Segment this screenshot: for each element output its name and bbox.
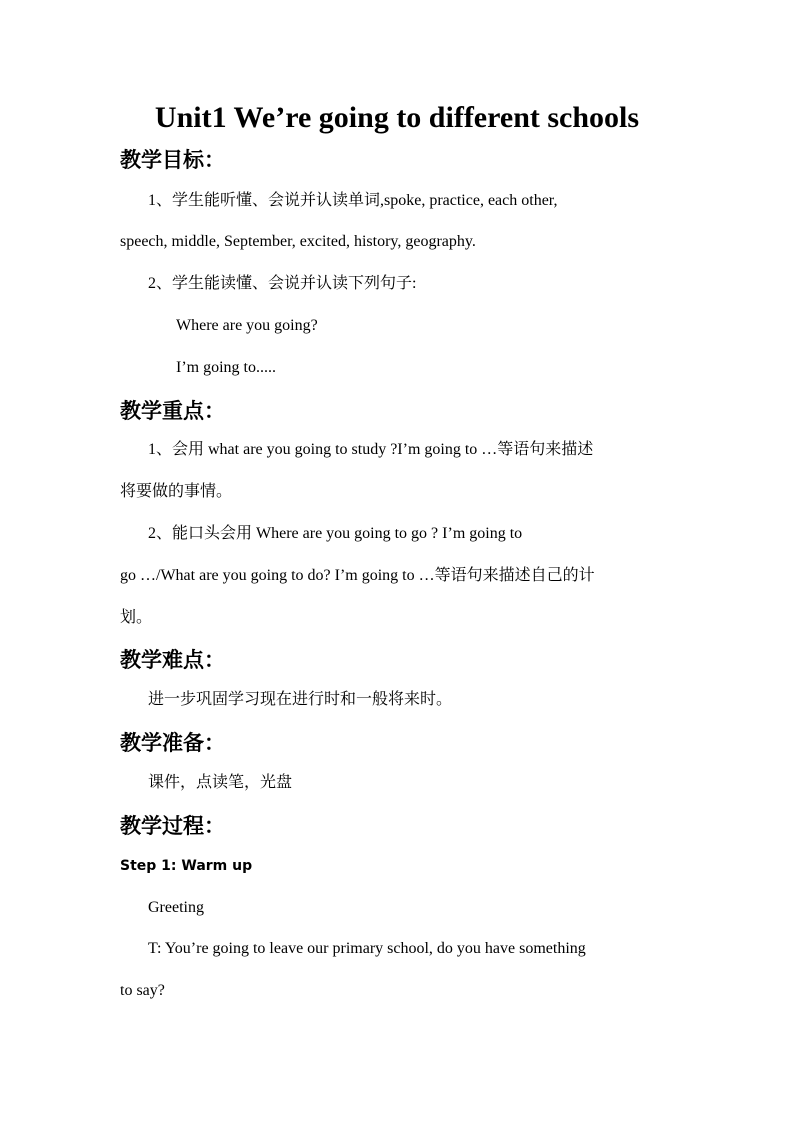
- objectives-sentence1: Where are you going?: [176, 317, 318, 334]
- objectives-heading: 教学目标：: [120, 148, 225, 172]
- difficulties-heading: 教学难点：: [120, 648, 225, 672]
- objectives-item1-line1: 1、学生能听懂、会说并认读单词,spoke, practice, each other,: [148, 192, 558, 209]
- process-teacher-line2: to say?: [120, 982, 165, 999]
- process-heading: 教学过程：: [120, 814, 225, 838]
- key-points-item2-line3: 划。: [120, 609, 153, 626]
- key-points-heading: 教学重点：: [120, 399, 225, 423]
- key-points-item2-line1: 2、能口头会用 Where are you going to go ? I’m going to: [148, 525, 523, 542]
- key-points-item1-line1: 1、会用 what are you going to study ?I’m going to …等语句来描述: [148, 441, 594, 458]
- difficulties-text: 进一步巩固学习现在进行时和一般将来时。: [148, 691, 453, 708]
- document-title: Unit1 We’re going to different schools: [154, 101, 640, 134]
- preparation-heading: 教学准备：: [120, 731, 225, 755]
- key-points-item1-line2: 将要做的事情。: [120, 483, 233, 500]
- key-points-item2-line2: go …/What are you going to do? I’m going to …等语句来描述自己的计: [120, 567, 595, 584]
- objectives-item2: 2、学生能读懂、会说并认读下列句子:: [148, 275, 417, 292]
- process-step1: Step 1: Warm up: [120, 858, 253, 874]
- preparation-text: 课件，点读笔，光盘: [148, 774, 293, 791]
- process-greeting: Greeting: [148, 899, 204, 916]
- objectives-sentence2: I’m going to.....: [176, 359, 276, 376]
- process-teacher-line1: T: You’re going to leave our primary school, do you have something: [148, 940, 586, 957]
- objectives-item1-line2: speech, middle, September, excited, history, geography.: [120, 233, 476, 250]
